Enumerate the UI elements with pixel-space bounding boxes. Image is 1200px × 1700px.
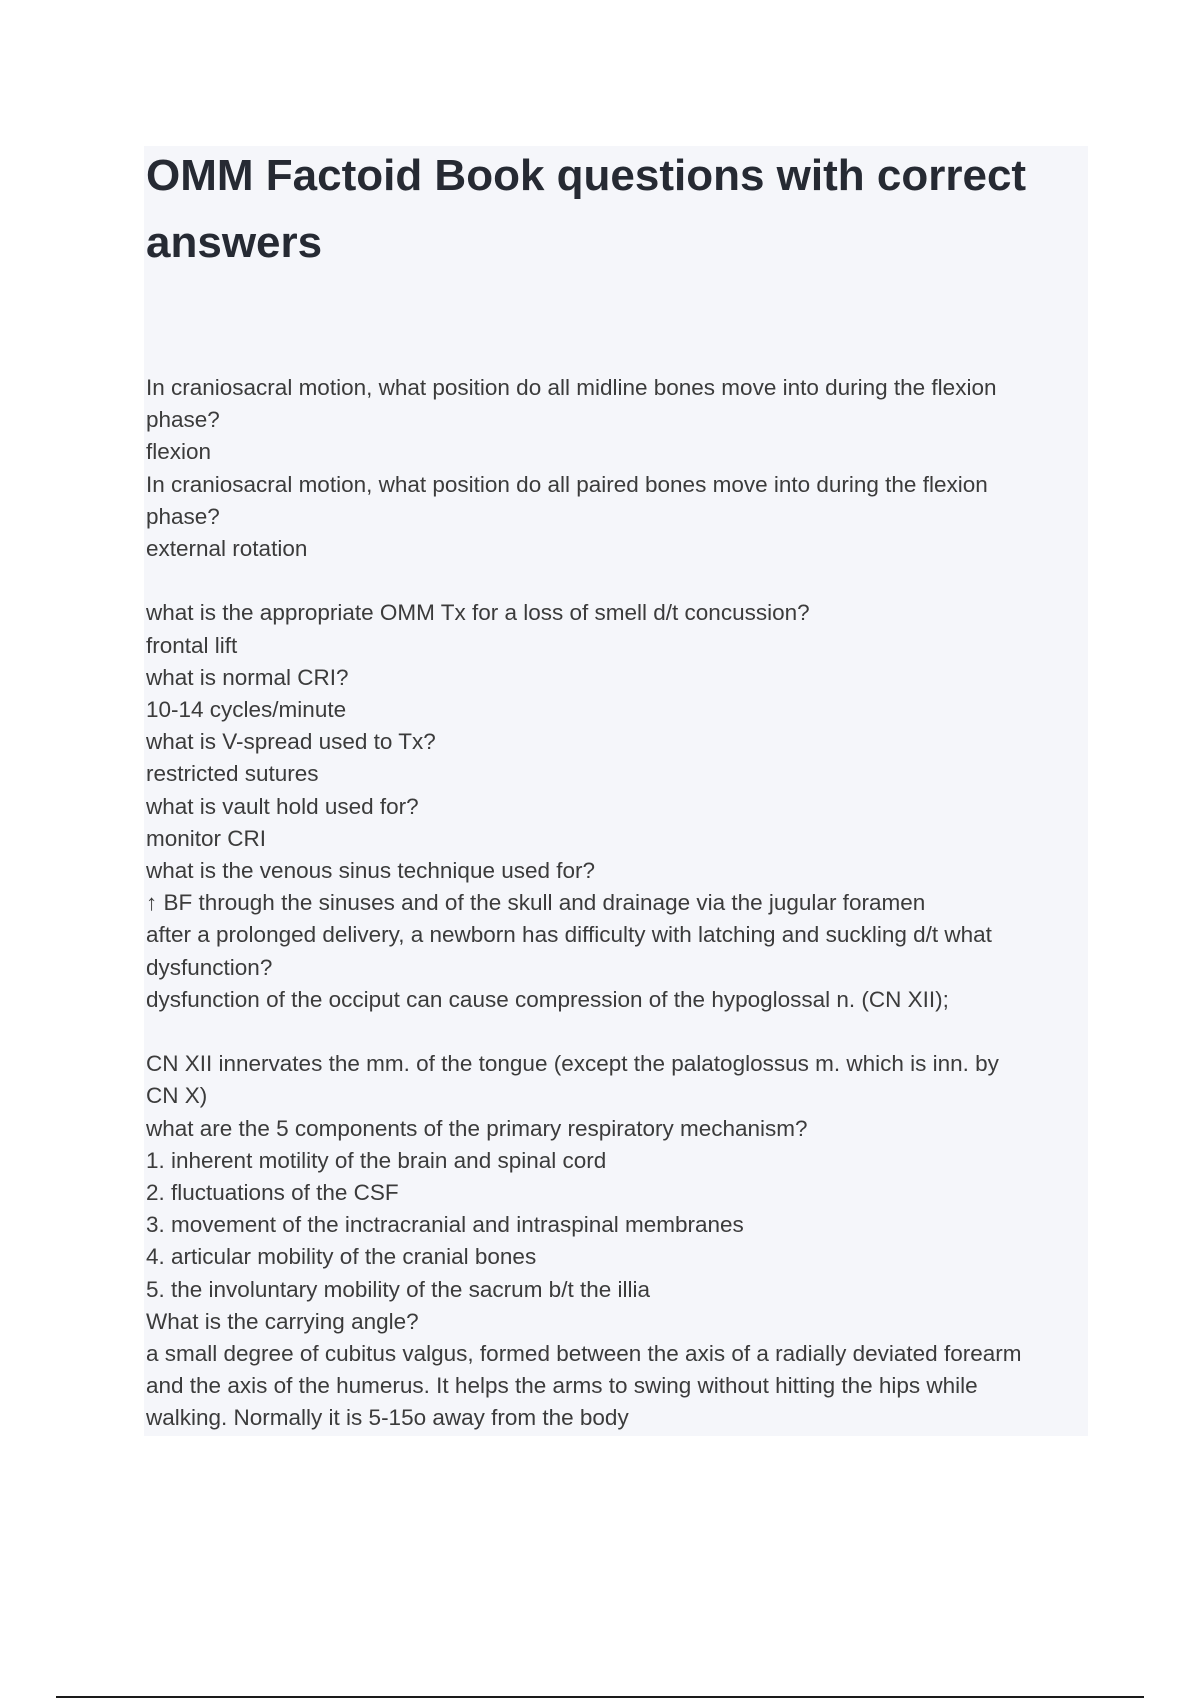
answer-line: 10-14 cycles/minute bbox=[146, 697, 347, 723]
question-line: What is the carrying angle? bbox=[146, 1308, 419, 1334]
question-line: In craniosacral motion, what position do all midline bones move into during the flexion bbox=[146, 375, 997, 400]
answer-line: external rotation bbox=[146, 536, 308, 562]
title-line-2: answers bbox=[146, 218, 323, 267]
question-line: what are the 5 components of the primary respiratory mechanism? bbox=[146, 1115, 808, 1141]
question-line: what is normal CRI? bbox=[146, 664, 349, 690]
question-line: what is V-spread used to Tx? bbox=[146, 729, 436, 755]
answer-line: ↑ BF through the sinuses and of the skull and drainage via the jugular foramen bbox=[146, 890, 926, 916]
answer-line: 2. fluctuations of the CSF bbox=[146, 1180, 399, 1206]
question-line: what is the venous sinus technique used for? bbox=[146, 858, 596, 884]
question-line: dysfunction? bbox=[146, 954, 273, 980]
question-line: what is the appropriate OMM Tx for a loss of smell d/t concussion? bbox=[146, 600, 810, 626]
question-line: phase? bbox=[146, 407, 220, 433]
answer-line: CN XII innervates the mm. of the tongue (except the palatoglossus m. which is inn. by bbox=[146, 1051, 999, 1077]
question-line: after a prolonged delivery, a newborn has difficulty with latching and suckling d/t what bbox=[146, 922, 992, 948]
answer-line: dysfunction of the occiput can cause compression of the hypoglossal n. (CN XII); bbox=[146, 986, 949, 1012]
answer-line: walking. Normally it is 5-15o away from the body bbox=[146, 1405, 629, 1431]
question-line: phase? bbox=[146, 503, 220, 529]
answer-line: and the axis of the humerus. It helps the arms to swing without hitting the hips while bbox=[146, 1373, 978, 1399]
document-title bbox=[146, 142, 1086, 276]
answer-line: CN X) bbox=[146, 1083, 208, 1109]
answer-line: flexion bbox=[146, 439, 212, 465]
document-body bbox=[146, 372, 1088, 1435]
answer-line: a small degree of cubitus valgus, formed between the axis of a radially deviated forearm bbox=[146, 1341, 1022, 1367]
answer-line: monitor CRI bbox=[146, 825, 267, 851]
answer-line: 4. articular mobility of the cranial bones bbox=[146, 1244, 537, 1270]
blank-line bbox=[146, 1016, 1088, 1048]
answer-line: 1. inherent motility of the brain and spinal cord bbox=[146, 1147, 607, 1173]
question-line: what is vault hold used for? bbox=[146, 793, 419, 819]
footer-rule bbox=[56, 1696, 1144, 1698]
answer-line: 5. the involuntary mobility of the sacrum b/t the illia bbox=[146, 1276, 650, 1302]
title-line-1: OMM Factoid Book questions with correct bbox=[146, 151, 1027, 200]
question-line: In craniosacral motion, what position do all paired bones move into during the flexion bbox=[146, 471, 988, 497]
answer-line: frontal lift bbox=[146, 632, 238, 658]
blank-line bbox=[146, 565, 1088, 597]
answer-line: restricted sutures bbox=[146, 761, 319, 787]
answer-line: 3. movement of the inctracranial and intraspinal membranes bbox=[146, 1212, 744, 1238]
